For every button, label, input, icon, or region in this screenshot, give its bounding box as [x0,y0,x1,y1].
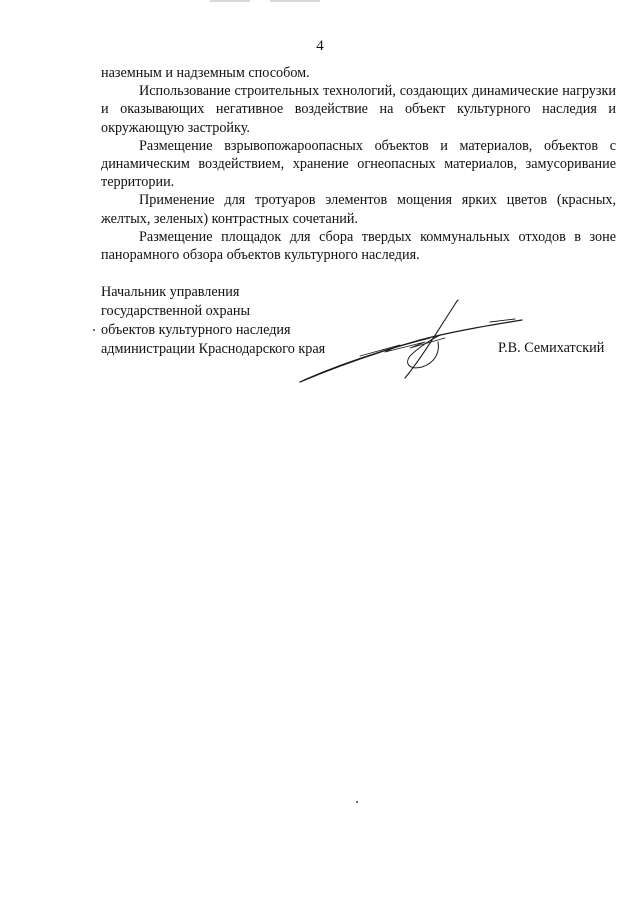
position-line-0: Начальник управления [101,284,240,300]
position-line-3: администрации Краснодарского края [101,341,326,357]
paragraph-0: наземным и надземным способом. [101,65,310,81]
page-number: 4 [316,38,324,54]
signer-name: Р.В. Семихатский [498,340,605,356]
body-text [101,64,616,264]
scan-speck [93,329,95,331]
paragraph-3: Применение для тротуаров элементов мощения ярких цветов (красных, желтых, зеленых) контрастных сочетаний. [101,192,616,227]
handwritten-signature [290,290,530,390]
position-line-2: объектов культурного наследия [101,322,291,338]
paragraph-2: Размещение взрывопожароопасных объектов и материалов, объектов с динамическим воздействием, хранение огнеопасных материалов, замусоривание территории. [101,137,616,191]
scan-edge-mark [210,0,320,2]
paragraph-1: Использование строительных технологий, создающих динамические нагрузки и оказывающих негативное воздействие на объект культурного наследия и окружающую застройку. [101,83,616,136]
paragraph-4: Размещение площадок для сбора твердых коммунальных отходов в зоне панорамного обзора объектов культурного наследия. [101,228,616,264]
position-line-1: государственной охраны [101,303,251,319]
scan-speck [356,801,358,803]
